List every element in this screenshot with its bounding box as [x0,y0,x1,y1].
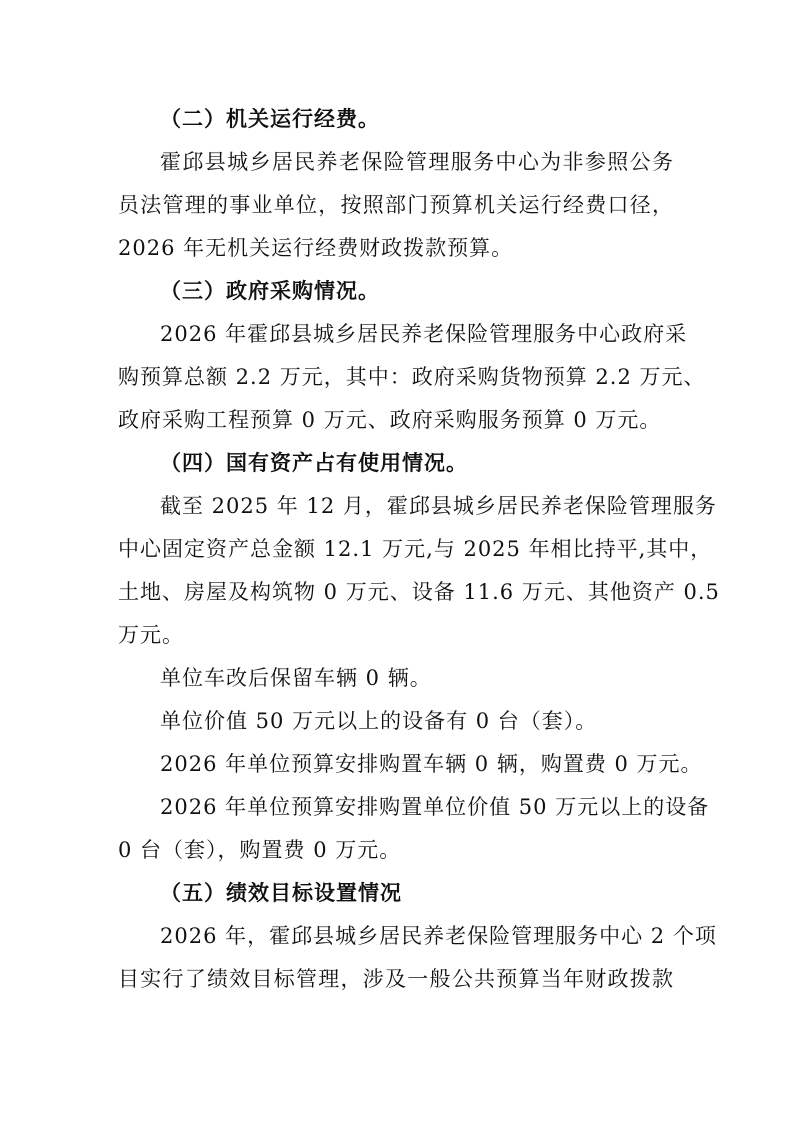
paragraph-line: 土地、房屋及构筑物 0 万元、设备 11.6 万元、其他资产 0.5 [118,580,720,604]
paragraph-line: 万元。 [118,623,184,647]
paragraph-line: 购预算总额 2.2 万元，其中：政府采购货物预算 2.2 万元、 [118,365,706,389]
paragraph-line: 霍邱县城乡居民养老保险管理服务中心为非参照公务 [160,150,674,174]
paragraph-line: 2026 年无机关运行经费财政拨款预算。 [118,236,514,260]
paragraph-line: 单位价值 50 万元以上的设备有 0 台（套）。 [160,709,598,733]
paragraph-line: 员法管理的事业单位，按照部门预算机关运行经费口径， [118,193,674,217]
paragraph-line: 2026 年单位预算安排购置单位价值 50 万元以上的设备 [160,795,710,819]
paragraph-line: 2026 年霍邱县城乡居民养老保险管理服务中心政府采 [160,322,688,346]
section-heading-4: （四）国有资产占有使用情况。 [160,451,468,475]
paragraph-line: 2026 年单位预算安排购置车辆 0 辆，购置费 0 万元。 [160,752,703,776]
paragraph-line: 单位车改后保留车辆 0 辆。 [160,666,432,690]
paragraph-line: 0 台（套），购置费 0 万元。 [118,838,402,862]
section-heading-2: （二）机关运行经费。 [160,107,380,131]
paragraph-line: 中心固定资产总金额 12.1 万元,与 2025 年相比持平,其中， [118,537,713,561]
paragraph-line: 2026 年，霍邱县城乡居民养老保险管理服务中心 2 个项 [160,924,717,948]
paragraph-line: 目实行了绩效目标管理，涉及一般公共预算当年财政拨款 [118,967,674,991]
paragraph-line: 政府采购工程预算 0 万元、政府采购服务预算 0 万元。 [118,408,662,432]
section-heading-3: （三）政府采购情况。 [160,279,380,303]
section-heading-5: （五）绩效目标设置情况 [160,881,402,905]
paragraph-line: 截至 2025 年 12 月，霍邱县城乡居民养老保险管理服务 [160,494,717,518]
